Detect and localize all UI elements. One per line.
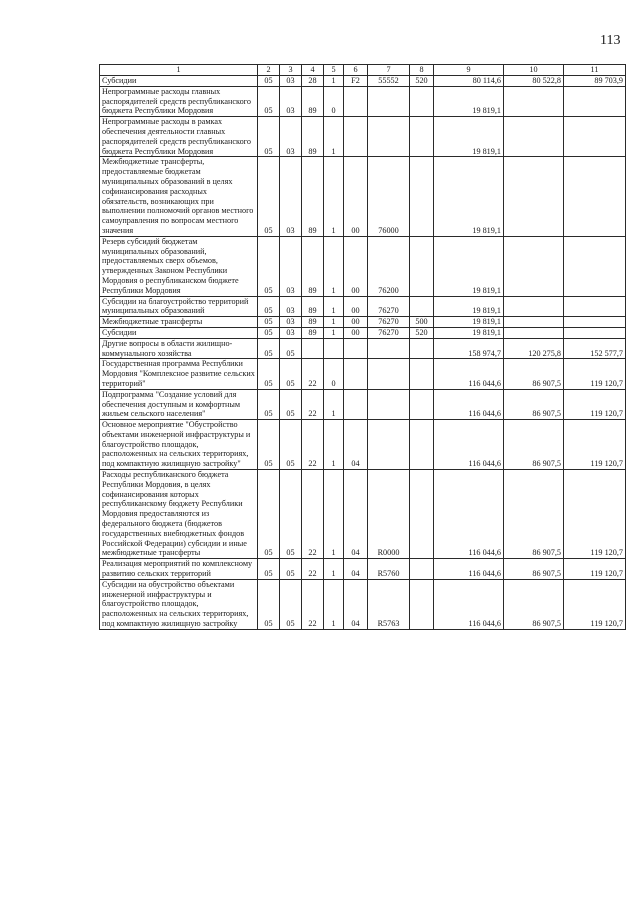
cell-col-6 — [344, 359, 368, 389]
cell-col-8 — [410, 157, 434, 236]
table-row — [100, 389, 626, 419]
cell-col-10: 86 907,5 — [504, 579, 564, 629]
cell-col-3: 03 — [280, 117, 302, 157]
cell-col-9: 158 974,7 — [434, 338, 504, 359]
cell-col-2: 05 — [258, 157, 280, 236]
cell-col-5: 1 — [324, 157, 344, 236]
cell-col-7: 76200 — [368, 236, 410, 296]
cell-col-7: 55552 — [368, 76, 410, 87]
cell-col-3: 03 — [280, 236, 302, 296]
cell-col-7 — [368, 420, 410, 470]
cell-col-3: 03 — [280, 317, 302, 328]
row-name-cell: Резерв субсидий бюджетам муниципальных образований, предоставляемых сверх объемов, утвержденных Законом Республики Мордовия о республиканском бюджете Республики Мордовия — [100, 236, 258, 296]
table-row — [100, 420, 626, 470]
cell-col-10: 80 522,8 — [504, 76, 564, 87]
cell-col-6: 00 — [344, 296, 368, 317]
column-header-3: 3 — [280, 65, 302, 76]
cell-col-7: 76000 — [368, 157, 410, 236]
cell-col-4: 89 — [302, 317, 324, 328]
cell-col-5: 0 — [324, 86, 344, 116]
cell-col-5: 1 — [324, 117, 344, 157]
cell-col-8 — [410, 338, 434, 359]
cell-col-3: 03 — [280, 86, 302, 116]
table-header-row — [100, 65, 626, 76]
cell-col-8 — [410, 389, 434, 419]
row-name-cell: Другие вопросы в области жилищно-коммунального хозяйства — [100, 338, 258, 359]
cell-col-5: 1 — [324, 317, 344, 328]
cell-col-4 — [302, 338, 324, 359]
cell-col-9: 19 819,1 — [434, 317, 504, 328]
row-name-cell: Субсидии на благоустройство территорий муниципальных образований — [100, 296, 258, 317]
cell-col-10 — [504, 236, 564, 296]
cell-col-5: 1 — [324, 389, 344, 419]
cell-col-3: 05 — [280, 559, 302, 580]
cell-col-10 — [504, 327, 564, 338]
cell-col-7: R5760 — [368, 559, 410, 580]
cell-col-8: 520 — [410, 327, 434, 338]
cell-col-4: 28 — [302, 76, 324, 87]
row-name-cell: Государственная программа Республики Мордовия "Комплексное развитие сельских территорий" — [100, 359, 258, 389]
cell-col-11: 119 120,7 — [564, 389, 626, 419]
cell-col-5: 1 — [324, 579, 344, 629]
table-row — [100, 76, 626, 87]
cell-col-11: 89 703,9 — [564, 76, 626, 87]
cell-col-4: 22 — [302, 579, 324, 629]
cell-col-3: 05 — [280, 470, 302, 559]
cell-col-10: 86 907,5 — [504, 359, 564, 389]
cell-col-9: 19 819,1 — [434, 86, 504, 116]
cell-col-9: 116 044,6 — [434, 420, 504, 470]
table-row — [100, 117, 626, 157]
cell-col-9: 116 044,6 — [434, 359, 504, 389]
cell-col-4: 22 — [302, 470, 324, 559]
cell-col-10 — [504, 296, 564, 317]
cell-col-4: 22 — [302, 389, 324, 419]
table-row — [100, 86, 626, 116]
cell-col-11 — [564, 296, 626, 317]
cell-col-2: 05 — [258, 420, 280, 470]
cell-col-9: 116 044,6 — [434, 559, 504, 580]
cell-col-6: 00 — [344, 157, 368, 236]
table-row — [100, 359, 626, 389]
cell-col-8 — [410, 296, 434, 317]
row-name-cell: Непрограммные расходы в рамках обеспечения деятельности главных распорядителей средств республиканского бюджета Республики Мордовия — [100, 117, 258, 157]
column-header-9: 9 — [434, 65, 504, 76]
table-row — [100, 338, 626, 359]
cell-col-6: 04 — [344, 470, 368, 559]
cell-col-9: 19 819,1 — [434, 117, 504, 157]
cell-col-3: 05 — [280, 420, 302, 470]
cell-col-10: 120 275,8 — [504, 338, 564, 359]
cell-col-8: 520 — [410, 76, 434, 87]
budget-table — [99, 64, 626, 630]
cell-col-10 — [504, 117, 564, 157]
cell-col-2: 05 — [258, 338, 280, 359]
cell-col-2: 05 — [258, 236, 280, 296]
column-header-1: 1 — [100, 65, 258, 76]
cell-col-3: 03 — [280, 157, 302, 236]
cell-col-6 — [344, 86, 368, 116]
column-header-5: 5 — [324, 65, 344, 76]
cell-col-2: 05 — [258, 389, 280, 419]
cell-col-10 — [504, 86, 564, 116]
cell-col-4: 89 — [302, 117, 324, 157]
cell-col-3: 03 — [280, 327, 302, 338]
cell-col-8: 500 — [410, 317, 434, 328]
cell-col-2: 05 — [258, 76, 280, 87]
cell-col-11 — [564, 317, 626, 328]
cell-col-5: 1 — [324, 327, 344, 338]
table-row — [100, 157, 626, 236]
table-row — [100, 296, 626, 317]
column-header-11: 11 — [564, 65, 626, 76]
cell-col-10: 86 907,5 — [504, 420, 564, 470]
cell-col-9: 116 044,6 — [434, 470, 504, 559]
cell-col-4: 22 — [302, 359, 324, 389]
cell-col-9: 19 819,1 — [434, 327, 504, 338]
cell-col-9: 116 044,6 — [434, 579, 504, 629]
cell-col-5: 1 — [324, 76, 344, 87]
cell-col-5: 1 — [324, 420, 344, 470]
cell-col-11 — [564, 236, 626, 296]
cell-col-8 — [410, 117, 434, 157]
row-name-cell: Субсидии на обустройство объектами инженерной инфраструктуры и благоустройство площадок, расположенных на сельских территориях, под компактную жилищную застройку — [100, 579, 258, 629]
cell-col-6 — [344, 338, 368, 359]
cell-col-11: 119 120,7 — [564, 559, 626, 580]
cell-col-10 — [504, 317, 564, 328]
cell-col-4: 89 — [302, 157, 324, 236]
cell-col-4: 89 — [302, 296, 324, 317]
page-number: 113 — [600, 33, 621, 48]
cell-col-10 — [504, 157, 564, 236]
table-row — [100, 579, 626, 629]
cell-col-6: 00 — [344, 317, 368, 328]
cell-col-11: 119 120,7 — [564, 359, 626, 389]
cell-col-7 — [368, 389, 410, 419]
cell-col-11: 119 120,7 — [564, 420, 626, 470]
cell-col-11: 152 577,7 — [564, 338, 626, 359]
cell-col-5: 1 — [324, 559, 344, 580]
cell-col-7 — [368, 359, 410, 389]
cell-col-2: 05 — [258, 579, 280, 629]
cell-col-3: 05 — [280, 338, 302, 359]
cell-col-6: F2 — [344, 76, 368, 87]
table-body — [100, 76, 626, 630]
cell-col-4: 89 — [302, 86, 324, 116]
cell-col-9: 116 044,6 — [434, 389, 504, 419]
cell-col-6 — [344, 117, 368, 157]
cell-col-9: 19 819,1 — [434, 157, 504, 236]
cell-col-5: 1 — [324, 236, 344, 296]
cell-col-8 — [410, 86, 434, 116]
cell-col-6 — [344, 389, 368, 419]
cell-col-11 — [564, 157, 626, 236]
cell-col-3: 03 — [280, 296, 302, 317]
column-header-7: 7 — [368, 65, 410, 76]
cell-col-8 — [410, 359, 434, 389]
cell-col-2: 05 — [258, 296, 280, 317]
cell-col-9: 19 819,1 — [434, 296, 504, 317]
cell-col-7 — [368, 117, 410, 157]
cell-col-5 — [324, 338, 344, 359]
cell-col-2: 05 — [258, 470, 280, 559]
cell-col-7: 76270 — [368, 296, 410, 317]
cell-col-2: 05 — [258, 86, 280, 116]
cell-col-7 — [368, 86, 410, 116]
cell-col-11 — [564, 86, 626, 116]
row-name-cell: Основное мероприятие "Обустройство объектами инженерной инфраструктуры и благоустройство площадок, расположенных на сельских территориях, под компактную жилищную застройку" — [100, 420, 258, 470]
cell-col-8 — [410, 420, 434, 470]
cell-col-8 — [410, 236, 434, 296]
cell-col-5: 1 — [324, 470, 344, 559]
cell-col-3: 05 — [280, 389, 302, 419]
cell-col-2: 05 — [258, 117, 280, 157]
cell-col-6: 04 — [344, 559, 368, 580]
table-row — [100, 559, 626, 580]
table-row — [100, 317, 626, 328]
cell-col-4: 89 — [302, 236, 324, 296]
cell-col-9: 19 819,1 — [434, 236, 504, 296]
cell-col-9: 80 114,6 — [434, 76, 504, 87]
cell-col-2: 05 — [258, 559, 280, 580]
cell-col-8 — [410, 559, 434, 580]
cell-col-2: 05 — [258, 327, 280, 338]
cell-col-10: 86 907,5 — [504, 470, 564, 559]
cell-col-5: 1 — [324, 296, 344, 317]
cell-col-11: 119 120,7 — [564, 470, 626, 559]
cell-col-2: 05 — [258, 359, 280, 389]
cell-col-6: 04 — [344, 579, 368, 629]
table-row — [100, 327, 626, 338]
cell-col-8 — [410, 579, 434, 629]
row-name-cell: Непрограммные расходы главных распорядителей средств республиканского бюджета Республики Мордовия — [100, 86, 258, 116]
cell-col-7: R0000 — [368, 470, 410, 559]
column-header-6: 6 — [344, 65, 368, 76]
cell-col-6: 00 — [344, 236, 368, 296]
row-name-cell: Межбюджетные трансферты — [100, 317, 258, 328]
cell-col-6: 04 — [344, 420, 368, 470]
cell-col-11 — [564, 327, 626, 338]
table-row — [100, 236, 626, 296]
cell-col-3: 05 — [280, 359, 302, 389]
cell-col-10: 86 907,5 — [504, 389, 564, 419]
row-name-cell: Реализация мероприятий по комплексному развитию сельских территорий — [100, 559, 258, 580]
cell-col-7: 76270 — [368, 317, 410, 328]
cell-col-7: R5763 — [368, 579, 410, 629]
cell-col-11: 119 120,7 — [564, 579, 626, 629]
row-name-cell: Межбюджетные трансферты, предоставляемые бюджетам муниципальных образований в целях софинансирования расходных обязательств, возникающих при выполнении полномочий органов местного самоуправления по вопросам местного значения — [100, 157, 258, 236]
column-header-2: 2 — [258, 65, 280, 76]
column-header-8: 8 — [410, 65, 434, 76]
cell-col-8 — [410, 470, 434, 559]
table-row — [100, 470, 626, 559]
cell-col-4: 22 — [302, 420, 324, 470]
cell-col-7 — [368, 338, 410, 359]
column-header-4: 4 — [302, 65, 324, 76]
cell-col-6: 00 — [344, 327, 368, 338]
cell-col-4: 22 — [302, 559, 324, 580]
cell-col-5: 0 — [324, 359, 344, 389]
cell-col-3: 03 — [280, 76, 302, 87]
cell-col-7: 76270 — [368, 327, 410, 338]
row-name-cell: Субсидии — [100, 76, 258, 87]
row-name-cell: Расходы республиканского бюджета Республики Мордовия, в целях софинансирования которых республиканскому бюджету Республики Мордовия предоставляются из федерального бюджета (бюджетов государственных внебюджетных фондов Российской Федерации) субсидии и иные межбюджетные трансферты — [100, 470, 258, 559]
cell-col-11 — [564, 117, 626, 157]
cell-col-2: 05 — [258, 317, 280, 328]
row-name-cell: Субсидии — [100, 327, 258, 338]
cell-col-4: 89 — [302, 327, 324, 338]
cell-col-10: 86 907,5 — [504, 559, 564, 580]
row-name-cell: Подпрограмма "Создание условий для обеспечения доступным и комфортным жильем сельского населения" — [100, 389, 258, 419]
column-header-10: 10 — [504, 65, 564, 76]
cell-col-3: 05 — [280, 579, 302, 629]
